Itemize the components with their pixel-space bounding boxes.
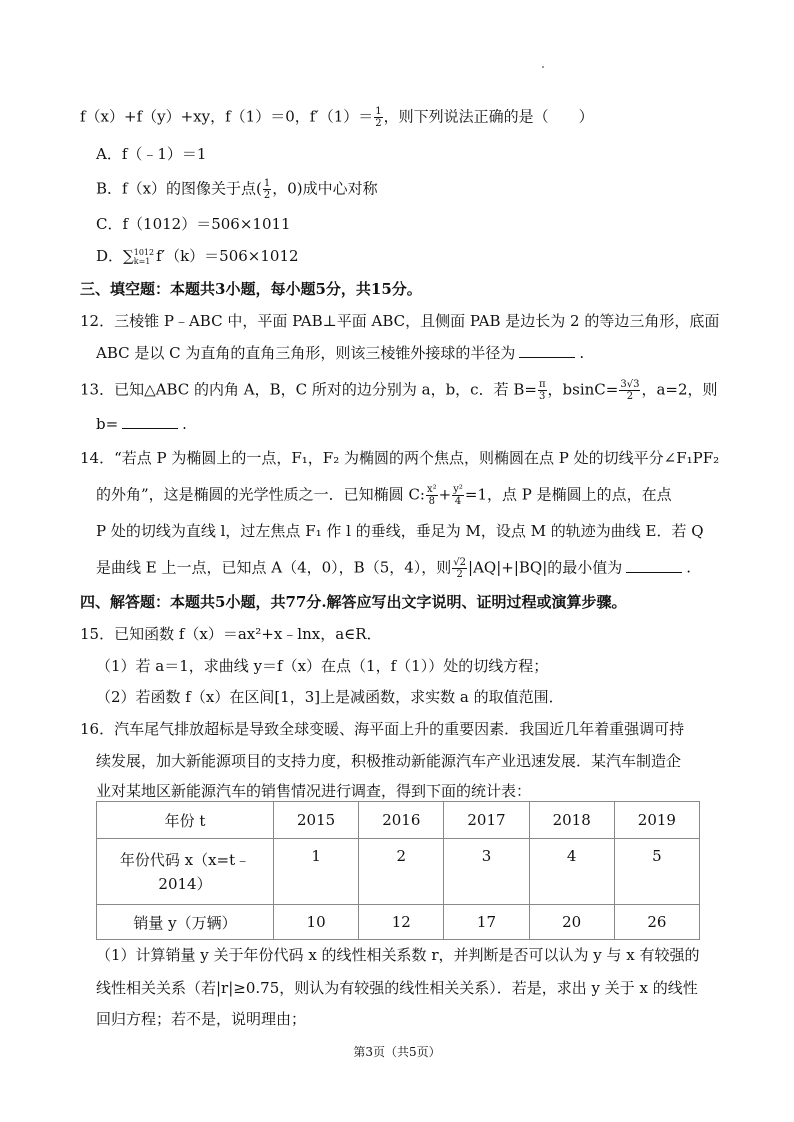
q11-option-d-sum-limits: 1012 k=1 xyxy=(133,248,155,266)
q11-option-b-fraction: $\frac{1}{2}$ xyxy=(263,178,271,201)
table-cell-year: 2019 xyxy=(614,802,699,839)
table-header-sales: 销量 y（万辆） xyxy=(97,905,274,940)
table-cell-sales: 17 xyxy=(444,905,529,940)
q14-fraction-sqrt2: $\frac{√2}{2}$ xyxy=(453,557,467,580)
table-row-year xyxy=(97,802,700,839)
q12-answer-blank[interactable] xyxy=(519,343,575,358)
q14-answer-blank[interactable] xyxy=(626,558,682,573)
table-cell-year: 2016 xyxy=(359,802,444,839)
q16-part-1-line-2: 线性相关关系（若|r|≥0.75，则认为有较强的线性相关关系）．若是，求出 y 关于 x 的线性 xyxy=(96,979,698,997)
table-cell-code: 5 xyxy=(614,839,699,905)
table-cell-code: 3 xyxy=(444,839,529,905)
q12-line-2: ABC 是以 C 为直角的直角三角形，则该三棱锥外接球的半径为 . xyxy=(96,344,585,362)
table-row-sales xyxy=(97,905,700,940)
table-cell-year: 2015 xyxy=(274,802,359,839)
section-4-title: 四、解答题：本题共5小题，共77分.解答应写出文字说明、证明过程或演算步骤。 xyxy=(80,593,627,611)
q16-line-1: 16．汽车尾气排放超标是导致全球变暖、海平面上升的重要因素．我国近几年着重强调可持 xyxy=(80,720,685,738)
page-footer: 第3页（共5页） xyxy=(353,1045,441,1059)
q11-stem-fraction: $\frac{1}{2}$ xyxy=(375,106,382,129)
table-row-code xyxy=(97,839,700,905)
q15-stem: 15．已知函数 f（x）＝ax²+x﹣lnx，a∈R． xyxy=(80,625,382,643)
q14-fraction-y: $\frac{\text{y²}}{4}$ xyxy=(453,484,463,507)
q11-option-d: D．∑ 1012 k=1 f′（k）＝506×1012 xyxy=(96,247,299,266)
table-cell-code: 4 xyxy=(529,839,614,905)
q13-line-2: b= . xyxy=(96,415,187,433)
q14-line-4: 是曲线 E 上一点，已知点 A（4，0），B（5，4），则 $\frac{√2}{2}$ |AQ|+|BQ|的最小值为 . xyxy=(96,557,692,580)
q13-answer-blank[interactable] xyxy=(122,414,178,429)
q11-option-a: A．f（﹣1）＝1 xyxy=(96,145,207,163)
q11-option-c: C．f（1012）＝506×1011 xyxy=(96,215,291,233)
q14-line-3: P 处的切线为直线 l，过左焦点 F₁ 作 l 的垂线，垂足为 M，设点 M 的轨迹为曲线 E．若 Q xyxy=(96,522,704,540)
q11-stem: f（x）+f（y）+xy，f（1）＝0，f′（1）＝ $\frac{1}{2}$ ，则下列说法正确的是（ ） xyxy=(80,106,594,129)
q13-line-1: 13．已知△ABC 的内角 A，B，C 所对的边分别为 a，b，c．若 B= $\frac{\pi}{3}$ ，bsinC= $\frac{3√3}{2}$ ，a=2，则 xyxy=(80,379,718,402)
q12-line-1: 12．三棱锥 P﹣ABC 中，平面 PAB⊥平面 ABC，且侧面 PAB 是边长为 2 的等边三角形，底面 xyxy=(80,312,720,330)
table-cell-code: 1 xyxy=(274,839,359,905)
q14-line-1: 14．“若点 P 为椭圆上的一点，F₁，F₂ 为椭圆的两个焦点，则椭圆在点 P 处的切线平分∠F₁PF₂ xyxy=(80,449,720,467)
sales-statistics-table xyxy=(96,801,700,940)
table-cell-year: 2017 xyxy=(444,802,529,839)
table-cell-sales: 26 xyxy=(614,905,699,940)
q11-option-b: B．f（x）的图像关于点( $\frac{1}{2}$ ，0)成中心对称 xyxy=(96,178,378,201)
table-cell-sales: 10 xyxy=(274,905,359,940)
section-3-title: 三、填空题：本题共3小题，每小题5分，共15分。 xyxy=(80,280,422,298)
q13-fraction-b: $\frac{\pi}{3}$ xyxy=(538,379,546,402)
q16-line-3: 业对某地区新能源汽车的销售情况进行调查，得到下面的统计表： xyxy=(96,782,532,800)
q15-part-1: （1）若 a＝1，求曲线 y＝f（x）在点（1，f（1））处的切线方程； xyxy=(96,657,549,675)
q16-part-1-line-1: （1）计算销量 y 关于年份代码 x 的线性相关系数 r，并判断是否可以认为 y 与 x 有较强的 xyxy=(96,946,700,964)
table-header-year: 年份 t xyxy=(97,802,274,839)
q13-fraction-bsinc: $\frac{3√3}{2}$ xyxy=(620,379,640,402)
table-cell-sales: 12 xyxy=(359,905,444,940)
scan-dot xyxy=(542,66,544,68)
q14-line-2: 的外角”，这是椭圆的光学性质之一．已知椭圆 C: $\frac{\text{x²}}{8}$ + $\frac{\text{y²}}{4}$ =1，点 P 是椭圆上的点，在点 xyxy=(96,484,672,507)
q15-part-2: （2）若函数 f（x）在区间[1，3]上是减函数，求实数 a 的取值范围． xyxy=(96,688,564,706)
q14-fraction-x: $\frac{\text{x²}}{8}$ xyxy=(426,484,437,507)
table-header-code: 年份代码 x（x=t﹣ 2014） xyxy=(97,839,274,905)
q16-line-2: 续发展，加大新能源项目的支持力度，积极推动新能源汽车产业迅速发展．某汽车制造企 xyxy=(96,752,682,770)
table-cell-sales: 20 xyxy=(529,905,614,940)
table-cell-code: 2 xyxy=(359,839,444,905)
table-cell-year: 2018 xyxy=(529,802,614,839)
q16-part-1-line-3: 回归方程；若不是，说明理由； xyxy=(96,1010,307,1028)
